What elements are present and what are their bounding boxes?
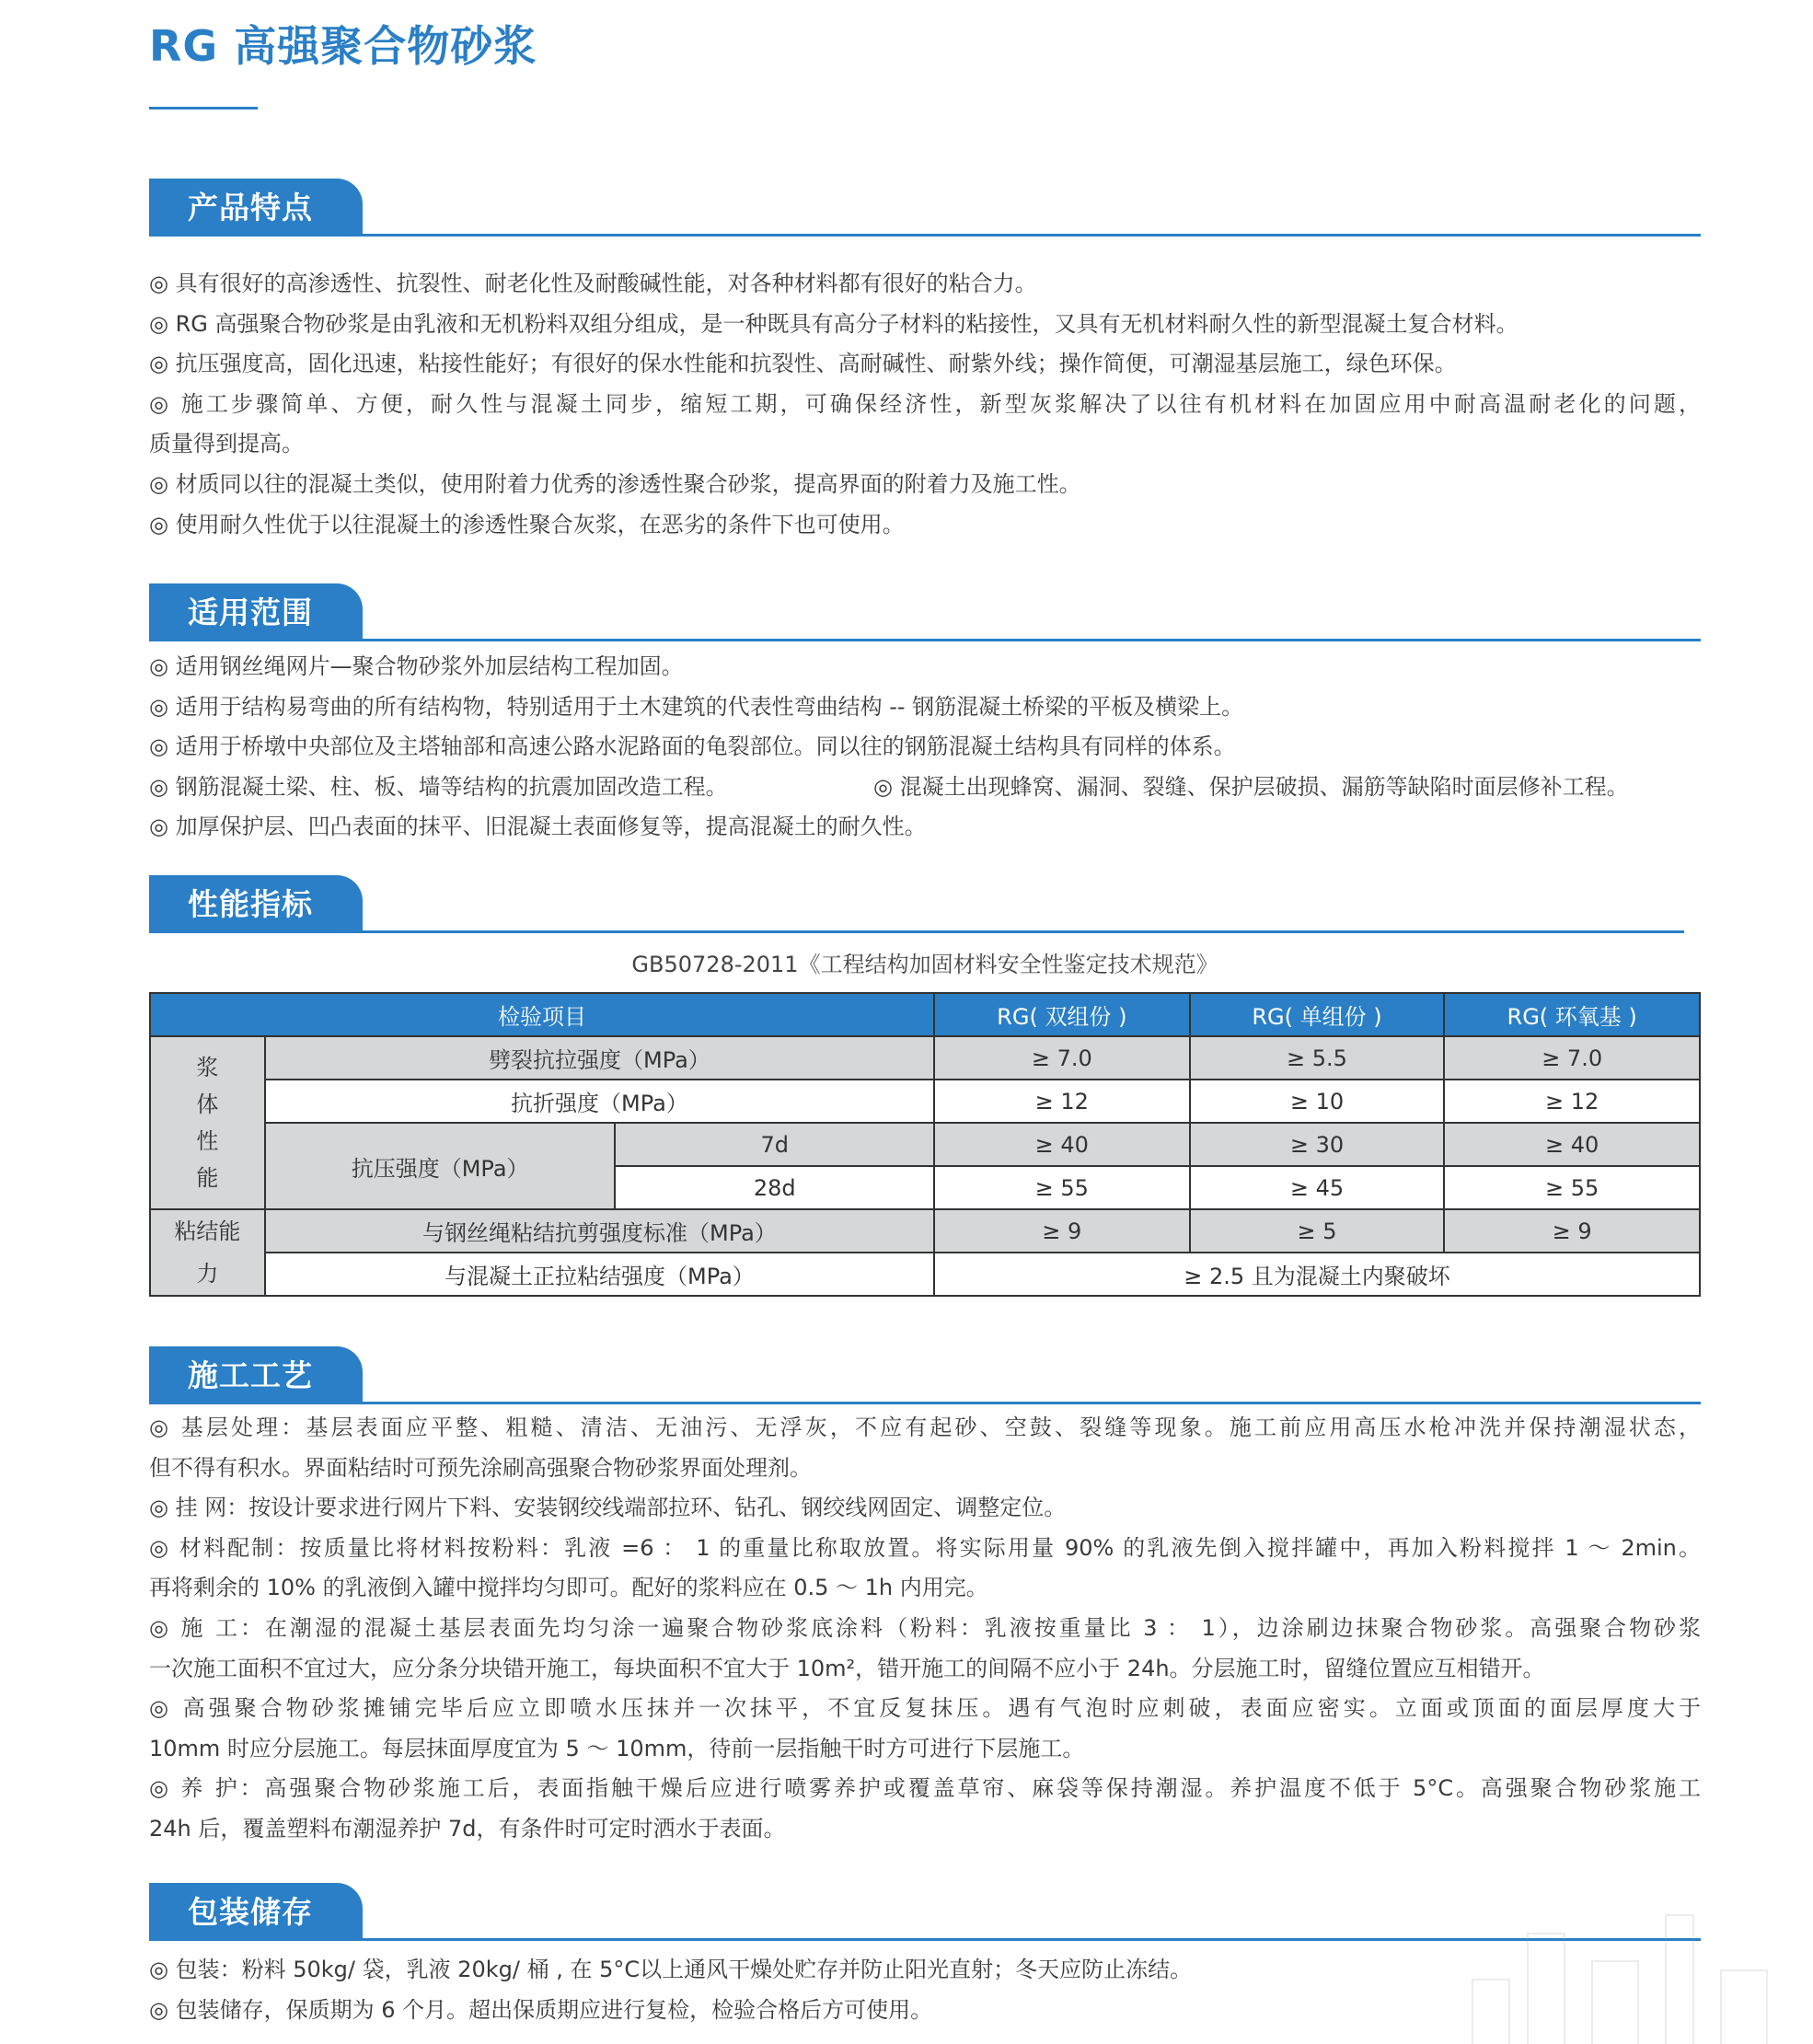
section-rule bbox=[149, 234, 1701, 237]
row-label: 与钢丝绳粘结抗剪强度标准（MPa） bbox=[265, 1209, 934, 1253]
cell: ≥ 55 bbox=[934, 1166, 1190, 1209]
group-cell: 浆 体 性 能 bbox=[150, 1036, 265, 1209]
page-title: RG 高强聚合物砂浆 bbox=[149, 21, 537, 71]
section-performance bbox=[149, 875, 1701, 933]
building-sketch-watermark bbox=[1454, 1878, 1785, 2044]
table-row bbox=[150, 1209, 1700, 1253]
header-cell: 检验项目 bbox=[150, 993, 934, 1036]
cell: ≥ 2.5 且为混凝土内聚破坏 bbox=[934, 1253, 1700, 1296]
cell: ≥ 12 bbox=[1444, 1080, 1700, 1123]
table-row bbox=[150, 1253, 1700, 1296]
table-row bbox=[150, 1080, 1700, 1123]
header-cell: RG( 环氧基 ) bbox=[1444, 993, 1700, 1036]
paragraph-line: ◎ 基层处理：基层表面应平整、粗糙、清洁、无油污、无浮灰，不应有起砂、空鼓、裂缝等现象。施工前应用高压水枪冲洗并保持潮湿状态， bbox=[149, 1415, 1701, 1440]
cell: ≥ 9 bbox=[1444, 1209, 1700, 1253]
section-scope bbox=[149, 583, 1701, 848]
table-caption: GB50728-2011《工程结构加固材料安全性鉴定技术规范》 bbox=[631, 952, 1218, 977]
section-heading: 性能指标 bbox=[149, 875, 363, 931]
paragraph-line: 再将剩余的 10% 的乳液倒入罐中搅拌均匀即可。配好的浆料应在 0.5 ～ 1h 内用完。 bbox=[149, 1575, 988, 1601]
paragraph-line: ◎ 使用耐久性优于以往混凝土的渗透性聚合灰浆，在恶劣的条件下也可使用。 bbox=[149, 511, 905, 537]
cell: ≥ 5 bbox=[1190, 1209, 1445, 1253]
cell: ≥ 40 bbox=[1444, 1123, 1700, 1166]
paragraph-line: ◎ 高强聚合物砂浆摊铺完毕后应立即喷水压抹并一次抹平，不宜反复抹压。遇有气泡时应刺破，表面应密实。立面或顶面的面层厚度大于 bbox=[149, 1695, 1701, 1722]
paragraph-line: ◎ RG 高强聚合物砂浆是由乳液和无机粉料双组分组成，是一种既具有高分子材料的粘接性，又具有无机材料耐久性的新型混凝土复合材料。 bbox=[149, 310, 1519, 337]
list-item: ◎ 适用于桥墩中央部位及主塔轴部和高速公路水泥路面的龟裂部位。同以往的钢筋混凝土结构具有同样的体系。 bbox=[149, 733, 1236, 760]
row-label: 抗折强度（MPa） bbox=[265, 1080, 934, 1123]
cell: ≥ 45 bbox=[1190, 1166, 1445, 1209]
paragraph-line: ◎ 材料配制：按质量比将材料按粉料：乳液 =6 ： 1 的重量比称取放置。将实际用量 90% 的乳液先倒入搅拌罐中，再加入粉料搅拌 1 ～ 2min。 bbox=[149, 1534, 1701, 1561]
paragraph-line: 10mm 时应分层施工。每层抹面厚度宜为 5 ～ 10mm，待前一层指触干时方可进行下层施工。 bbox=[149, 1735, 1085, 1761]
row-label: 劈裂抗拉强度（MPa） bbox=[265, 1036, 934, 1080]
paragraph-line: ◎ 抗压强度高，固化迅速，粘接性能好；有很好的保水性能和抗裂性、高耐碱性、耐紫外线；操作简便，可潮湿基层施工，绿色环保。 bbox=[149, 351, 1457, 377]
paragraph-line: ◎ 包装：粉料 50kg/ 袋，乳液 20kg/ 桶 , 在 5°C以上通风干燥处贮存并防止阳光直射；冬天应防止冻结。 bbox=[149, 1957, 1193, 1982]
section-rule bbox=[149, 1402, 1701, 1404]
table-row bbox=[150, 1036, 1700, 1080]
cell: ≥ 5.5 bbox=[1190, 1036, 1445, 1080]
header-cell: RG( 单组份 ) bbox=[1190, 993, 1445, 1036]
paragraph-line: ◎ 施 工：在潮湿的混凝土基层表面先均匀涂一遍聚合物砂浆底涂料（粉料：乳液按重量比 3 ： 1），边涂刷边抹聚合物砂浆。高强聚合物砂浆 bbox=[149, 1614, 1701, 1641]
paragraph-line: ◎ 养 护：高强聚合物砂浆施工后，表面指触干燥后应进行喷雾养护或覆盖草帘、麻袋等保持潮湿。养护温度不低于 5°C。高强聚合物砂浆施工 bbox=[149, 1775, 1701, 1802]
title-underline bbox=[149, 107, 258, 110]
paragraph-line: ◎ 挂 网：按设计要求进行网片下料、安装钢绞线端部拉环、钻孔、钢绞线网固定、调整定位。 bbox=[149, 1495, 1067, 1521]
section-heading: 包装储存 bbox=[149, 1883, 363, 1939]
section-heading: 施工工艺 bbox=[149, 1346, 363, 1403]
scope-list bbox=[149, 647, 1701, 848]
section-rule bbox=[149, 639, 1701, 641]
cell: ≥ 12 bbox=[934, 1080, 1190, 1123]
header-cell: RG( 双组份 ) bbox=[934, 993, 1190, 1036]
table-row bbox=[150, 1123, 1700, 1166]
list-item: ◎ 适用于结构易弯曲的所有结构物，特别适用于土木建筑的代表性弯曲结构 -- 钢筋混凝土桥梁的平板及横梁上。 bbox=[149, 693, 1244, 720]
paragraph-line: 一次施工面积不宜过大，应分条分块错开施工，每块面积不宜大于 10m²，错开施工的间隔不应小于 24h。分层施工时，留缝位置应互相错开。 bbox=[149, 1655, 1545, 1681]
section-features bbox=[149, 179, 1701, 545]
construction-list bbox=[149, 1408, 1701, 1850]
row-label: 与混凝土正拉粘结强度（MPa） bbox=[265, 1253, 934, 1296]
cell: ≥ 10 bbox=[1190, 1080, 1445, 1123]
features-list bbox=[149, 264, 1701, 545]
list-item: ◎ 混凝土出现蜂窝、漏洞、裂缝、保护层破损、漏筋等缺陷时面层修补工程。 bbox=[873, 773, 1629, 800]
paragraph-line: 质量得到提高。 bbox=[149, 431, 304, 457]
cell: ≥ 7.0 bbox=[934, 1036, 1190, 1080]
group-cell: 粘结能 力 bbox=[150, 1209, 265, 1296]
paragraph-line: ◎ 具有很好的高渗透性、抗裂性、耐老化性及耐酸碱性能，对各种材料都有很好的粘合力。 bbox=[149, 271, 1037, 296]
section-heading: 产品特点 bbox=[149, 179, 363, 235]
list-item: ◎ 钢筋混凝土梁、柱、板、墙等结构的抗震加固改造工程。 bbox=[149, 773, 728, 800]
list-item: ◎ 加厚保护层、凹凸表面的抹平、旧混凝土表面修复等，提高混凝土的耐久性。 bbox=[149, 814, 927, 840]
paragraph-line: ◎ 材质同以往的混凝土类似，使用附着力优秀的渗透性聚合砂浆，提高界面的附着力及施工性。 bbox=[149, 470, 1081, 497]
paragraph-line: 但不得有积水。界面粘结时可预先涂刷高强聚合物砂浆界面处理剂。 bbox=[149, 1454, 812, 1481]
cell: ≥ 55 bbox=[1444, 1166, 1700, 1209]
cell: ≥ 40 bbox=[934, 1123, 1190, 1166]
cell: ≥ 9 bbox=[934, 1209, 1190, 1253]
row-label: 抗压强度（MPa） bbox=[265, 1123, 616, 1209]
sub-label: 7d bbox=[615, 1123, 934, 1166]
cell: ≥ 30 bbox=[1190, 1123, 1445, 1166]
section-construction bbox=[149, 1346, 1701, 1850]
section-heading: 适用范围 bbox=[149, 583, 363, 640]
section-rule bbox=[149, 930, 1684, 933]
list-item: ◎ 适用钢丝绳网片—聚合物砂浆外加层结构工程加固。 bbox=[149, 653, 684, 679]
table-header-row bbox=[150, 993, 1700, 1036]
paragraph-line: 24h 后，覆盖塑料布潮湿养护 7d，有条件时可定时洒水于表面。 bbox=[149, 1815, 786, 1842]
list-row bbox=[149, 768, 1701, 808]
performance-table bbox=[149, 992, 1701, 1297]
paragraph-line: ◎ 施工步骤简单、方便，耐久性与混凝土同步，缩短工期，可确保经济性，新型灰浆解决了以往有机材料在加固应用中耐高温耐老化的问题， bbox=[149, 390, 1701, 417]
cell: ≥ 7.0 bbox=[1444, 1036, 1700, 1080]
sub-label: 28d bbox=[615, 1166, 934, 1209]
paragraph-line: ◎ 包装储存，保质期为 6 个月。超出保质期应进行复检，检验合格后方可使用。 bbox=[149, 1996, 933, 2023]
